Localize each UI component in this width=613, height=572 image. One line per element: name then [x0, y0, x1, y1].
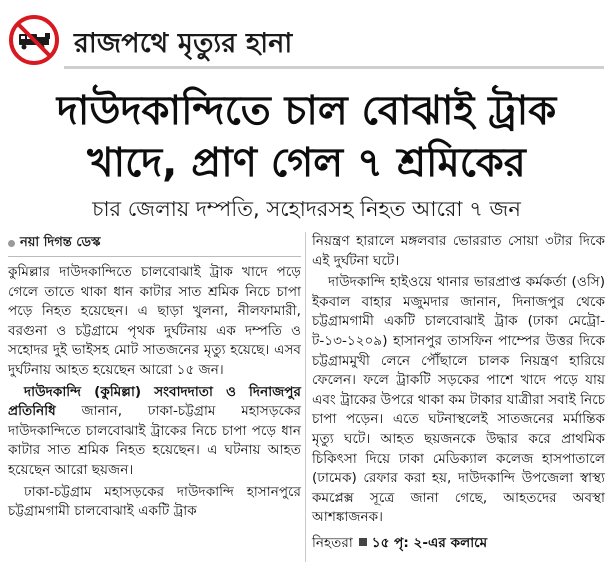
bullet-icon	[8, 240, 15, 247]
paragraph-text: জানান, ঢাকা-চট্টগ্রাম মহাসড়কের দাউদকান্দিতে চালবোঝাই ট্রাকের নিচে চাপা পড়ে ধান কাটার সাত শ্রমিক নিহত হয়েছেন। এ ঘটনায় আহত হয়েছেন আরো ছয়জন।	[8, 403, 301, 478]
byline-divider	[8, 256, 301, 257]
continuation-label: নিহতরা	[312, 534, 353, 551]
article-paragraph: নিয়ন্ত্রণ হারালে মঙ্গলবার ভোররাত সোয়া ৩টার দিকে এই দুর্ঘটনা ঘটে।	[312, 233, 605, 269]
column-divider	[305, 232, 306, 562]
byline-text: নয়া দিগন্ত ডেস্ক	[20, 235, 101, 251]
article-paragraph	[8, 383, 301, 481]
reporter-credit: দাউদকান্দি (কুমিল্লা) সংবাদদাতা ও দিনাজপুর প্রতিনিধি	[8, 383, 301, 420]
continuation-page-ref: ১৫ পৃ: ২-এর কলামে	[371, 534, 488, 551]
section-divider	[64, 66, 604, 69]
article-paragraph: কুমিল্লার দাউদকান্দিতে চালবোঝাই ট্রাক খাদে পড়ে গেলে তাতে থাকা ধান কাটার সাত শ্রমিক নিচে চাপা পড়ে নিহত হয়েছেন। এ ছাড়া খুলনা, নীলফামারী, বরগুনা ও চট্টগ্রামে পৃথক দুর্ঘটনায় এক দম্পতি ও সহোদর দুই ভাইসহ মোট সাতজনের মৃত্যু হয়েছে। এসব দুর্ঘটনায় আহত হয়েছেন আরো ১৫ জন।	[8, 264, 301, 378]
section-title: রাজপথে মৃত্যুর হানা	[74, 28, 293, 59]
headline-line-2: খাদে, প্রাণ গেল ৭ শ্রমিকের	[87, 140, 526, 186]
article-column-right	[312, 232, 605, 554]
headline-line-1: দাউদকান্দিতে চাল বোঝাই ট্রাক	[56, 88, 557, 134]
section-header	[6, 14, 606, 66]
article-paragraph: ঢাকা-চট্টগ্রাম মহাসড়কের দাউদকান্দি হাসানপুরে চট্টগ্রামগামী চালবোঝাই একটি ট্রাক	[8, 483, 301, 520]
continuation-note	[312, 534, 605, 554]
article-paragraph: দাউদকান্দি হাইওয়ে থানার ভারপ্রাপ্ত কর্মকর্তা (ওসি) ইকবাল বাহার মজুমদার জানান, দিনাজপুর থেকে চট্টগ্রামগামী একটি চালবোঝাই ট্রাক (ঢাকা মেট্রো-ট-১৩-১২০৯) হাসানপুর তাসফিন পাম্পের উত্তর দিকে চট্টগ্রামমুখী লেনে পৌঁছালে চালক নিয়ন্ত্রণ হারিয়ে ফেলেন। ফলে ট্রাকটি সড়কের পাশে খাদে পড়ে যায় এবং ট্রাকের উপরে থাকা কম টাকার যাত্রীরা সবাই নিচে চাপা পড়েন। এতে ঘটনাস্থলেই সাতজনের মর্মান্তিক মৃত্যু ঘটে। আহত ছয়জনকে উদ্ধার করে প্রাথমিক চিকিৎসা দিয়ে ঢাকা মেডিক্যাল কলেজ হাসপাতালে (ঢামেক) রেফার করা হয়, দাউদকান্দি উপজেলা স্বাস্থ্য কমপ্লেক্স সূত্রে জানা গেছে, আহতদের অবস্থা আশঙ্কাজনক।	[312, 274, 605, 526]
byline	[8, 232, 301, 254]
subheadline: চার জেলায় দম্পতি, সহোদরসহ নিহত আরো ৭ জন	[92, 197, 521, 221]
square-bullet-icon	[359, 538, 367, 546]
bus-truck-crash-icon	[8, 14, 60, 66]
article-column-left	[8, 232, 301, 524]
